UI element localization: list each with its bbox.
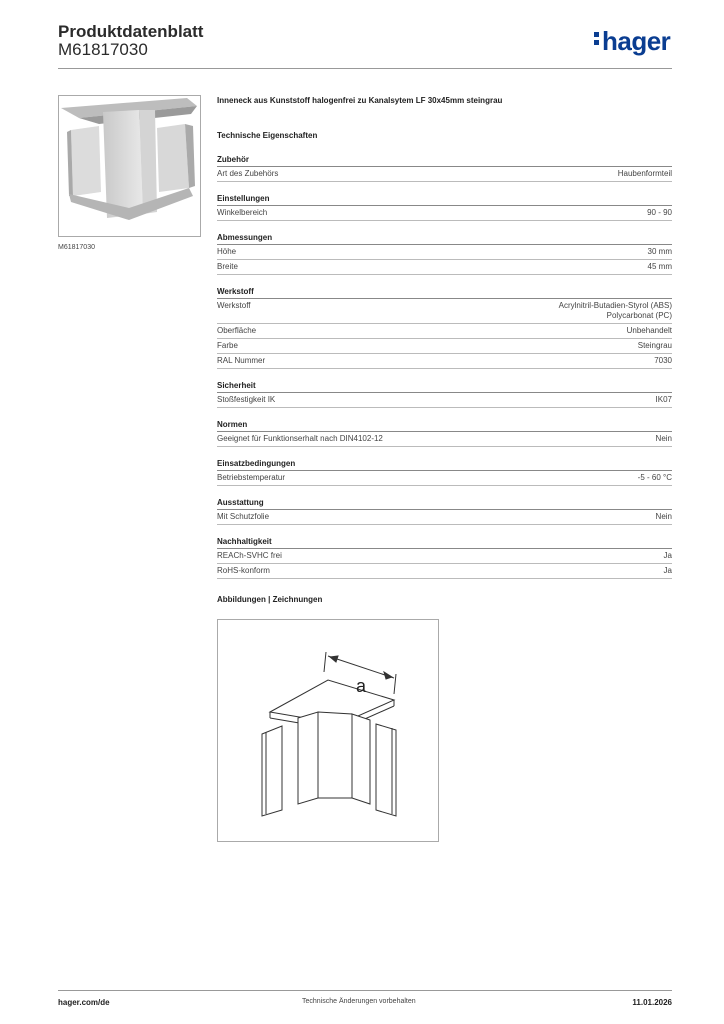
- spec-row: [217, 167, 672, 182]
- spec-value: -5 - 60 °C: [637, 473, 672, 482]
- figures-title: Abbildungen | Zeichnungen: [217, 595, 323, 604]
- section-title: Abmessungen: [217, 233, 672, 245]
- spec-label: Geeignet für Funktionserhalt nach DIN4102-12: [217, 434, 383, 443]
- spec-value-line: Acrylnitril-Butadien-Styrol (ABS): [558, 301, 672, 310]
- spec-value: 30 mm: [647, 247, 672, 256]
- section-title: Werkstoff: [217, 287, 672, 299]
- spec-label: Werkstoff: [217, 301, 251, 310]
- section-title: Einstellungen: [217, 194, 672, 206]
- inner-corner-drawing-icon: [218, 620, 438, 841]
- spec-value-line: Polycarbonat (PC): [606, 311, 672, 320]
- spec-row: [217, 354, 672, 369]
- technical-drawing: [217, 619, 439, 842]
- spec-label: Höhe: [217, 247, 237, 256]
- spec-value: Ja: [663, 551, 672, 560]
- product-description: Inneneck aus Kunststoff halogenfrei zu Kanalsytem LF 30x45mm steingrau: [217, 96, 503, 105]
- spec-label: Mit Schutzfolie: [217, 512, 270, 521]
- spec-row: [217, 564, 672, 579]
- spec-label: Oberfläche: [217, 326, 257, 335]
- spec-value: 45 mm: [647, 262, 672, 271]
- section-zubehoer: [217, 155, 672, 182]
- section-title: Ausstattung: [217, 498, 672, 510]
- spec-label: Winkelbereich: [217, 208, 268, 217]
- logo-text: hager: [602, 26, 671, 56]
- spec-value: [559, 301, 672, 321]
- spec-row: [217, 510, 672, 525]
- header-divider: [58, 68, 672, 69]
- spec-row: [217, 260, 672, 275]
- spec-value: IK07: [655, 395, 672, 404]
- section-title: Nachhaltigkeit: [217, 537, 672, 549]
- tech-properties-title: Technische Eigenschaften: [217, 131, 318, 140]
- section-title: Zubehör: [217, 155, 672, 167]
- spec-value: Haubenformteil: [617, 169, 672, 178]
- photo-caption: M61817030: [58, 244, 95, 251]
- spec-label: Breite: [217, 262, 238, 271]
- logo-dots-icon: [594, 29, 600, 48]
- spec-row: [217, 549, 672, 564]
- hager-logo: [594, 26, 670, 57]
- dimension-label: a: [356, 676, 367, 696]
- spec-value: Nein: [655, 512, 672, 521]
- specs-content: [217, 96, 672, 604]
- spec-value: Steingrau: [637, 341, 672, 350]
- spec-row: [217, 299, 672, 324]
- spec-label: RoHS-konform: [217, 566, 270, 575]
- section-nachhaltigkeit: [217, 537, 672, 579]
- spec-label: REACh-SVHC frei: [217, 551, 282, 560]
- spec-row: [217, 393, 672, 408]
- section-ausstattung: [217, 498, 672, 525]
- footer-notice: Technische Änderungen vorbehalten: [302, 998, 416, 1005]
- section-einstellungen: [217, 194, 672, 221]
- product-photo: [58, 95, 201, 237]
- spec-row: [217, 245, 672, 260]
- section-abmessungen: [217, 233, 672, 275]
- section-einsatzbedingungen: [217, 459, 672, 486]
- footer-website[interactable]: hager.com/de: [58, 998, 110, 1007]
- spec-row: [217, 206, 672, 221]
- spec-value: 7030: [654, 356, 672, 365]
- section-normen: [217, 420, 672, 447]
- spec-row: [217, 339, 672, 354]
- page-title: Produktdatenblatt: [58, 22, 204, 41]
- spec-label: Farbe: [217, 341, 238, 350]
- product-code: M61817030: [58, 40, 148, 59]
- footer-date: 11.01.2026: [632, 998, 672, 1007]
- section-sicherheit: [217, 381, 672, 408]
- spec-label: RAL Nummer: [217, 356, 266, 365]
- spec-label: Betriebstemperatur: [217, 473, 286, 482]
- spec-value: 90 - 90: [647, 208, 672, 217]
- footer-divider: [58, 990, 672, 991]
- spec-value: Unbehandelt: [626, 326, 672, 335]
- inner-corner-photo-icon: [59, 96, 200, 236]
- section-werkstoff: [217, 287, 672, 369]
- spec-row: [217, 432, 672, 447]
- section-title: Einsatzbedingungen: [217, 459, 672, 471]
- spec-value: Nein: [655, 434, 672, 443]
- section-title: Sicherheit: [217, 381, 672, 393]
- spec-label: Stoßfestigkeit IK: [217, 395, 276, 404]
- spec-value: Ja: [663, 566, 672, 575]
- spec-label: Art des Zubehörs: [217, 169, 279, 178]
- spec-row: [217, 324, 672, 339]
- section-title: Normen: [217, 420, 672, 432]
- spec-row: [217, 471, 672, 486]
